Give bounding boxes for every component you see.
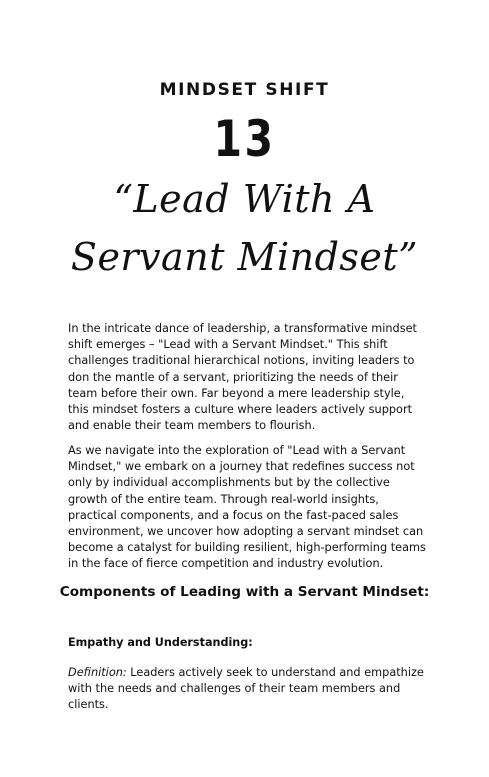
component-definition-empathy [68,665,428,714]
definition-label: Definition: [68,666,127,679]
component-title-empathy: Empathy and Understanding: [68,636,253,649]
chapter-eyebrow: MINDSET SHIFT [159,80,330,100]
chapter-number: 13 [213,110,276,168]
chapter-title-line-1: “Lead With A [113,177,376,221]
definition-text: Leaders actively seek to understand and empathize with the needs and challenges of their team members and clients. [68,666,424,712]
components-heading: Components of Leading with a Servant Mindset: [59,584,430,600]
intro-paragraph-2: As we navigate into the exploration of "Lead with a Servant Mindset," we embark on a journey that redefines success not only by individual accomplishments but by the collective growth of the entire team. Through real-world insights, practical components, and a focus on the fast-paced sales environment, we uncover how adopting a servant mindset can become a catalyst for building resilient, high-performing teams in the face of fierce competition and industry evolution. [68,444,426,571]
intro-paragraph-1: In the intricate dance of leadership, a transformative mindset shift emerges – "Lead with a Servant Mindset." This shift challenges traditional hierarchical notions, inviting leaders to don the mantle of a servant, prioritizing the needs of their team before their own. Far beyond a mere leadership style, this mindset fosters a culture where leaders actively support and enable their team members to flourish. [68,322,417,433]
chapter-title [40,170,449,286]
chapter-title-line-2: Servant Mindset” [70,235,419,279]
